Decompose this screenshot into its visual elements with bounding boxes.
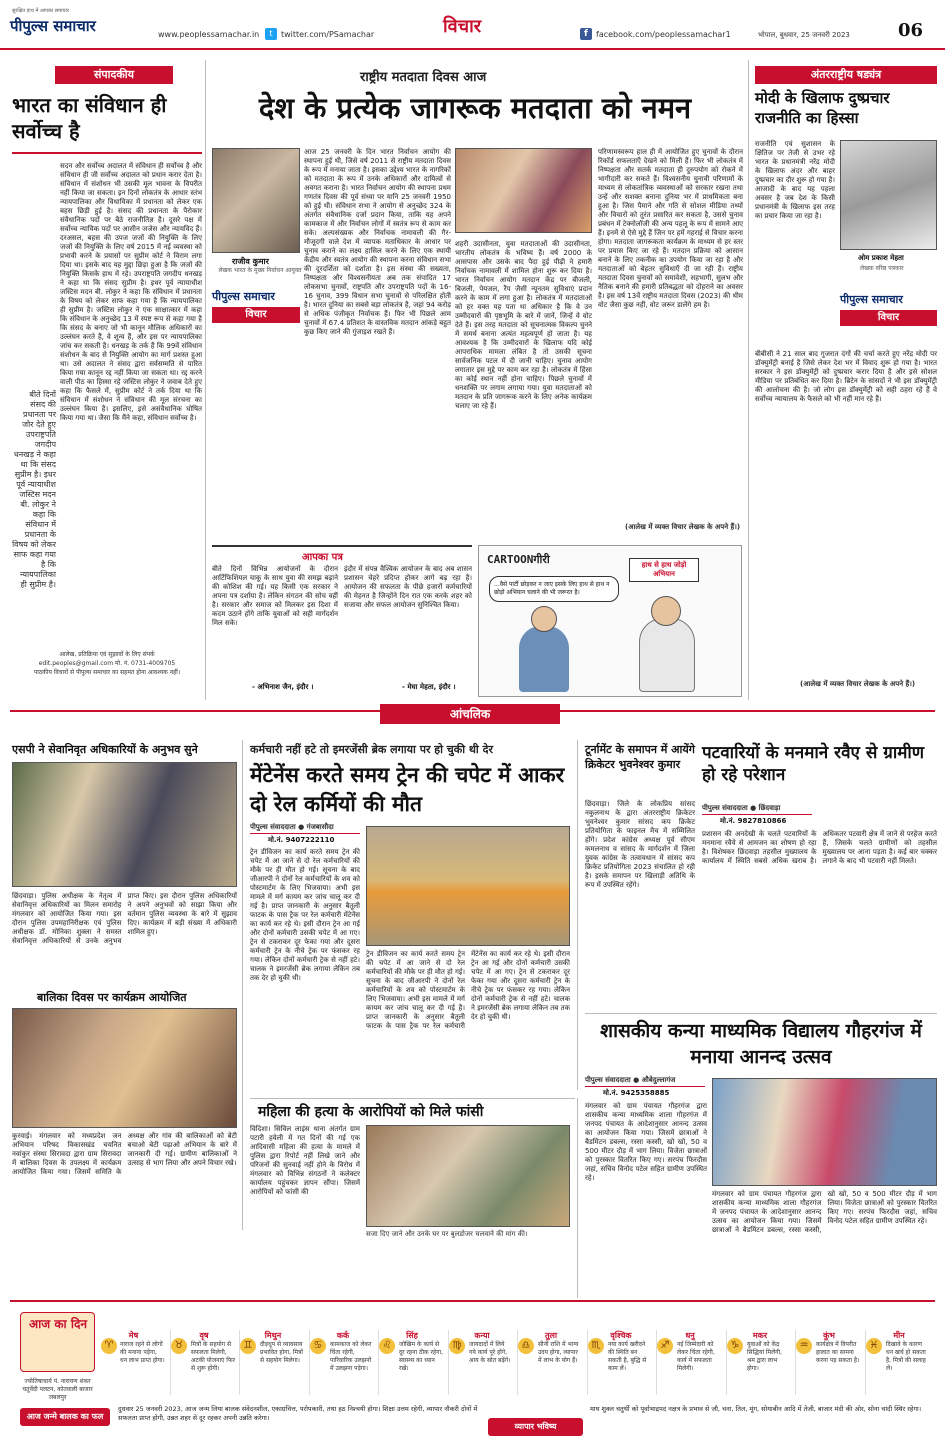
editorial-body: सदन और सर्वोच्च अदालत में संविधान ही सर्वोच्च है और संविधान ही जी सर्वोच्च अदालत को प्रधान करार देता है। संविधान में संशोधन भी उसकी मूल भावना के विपरीत नहीं किया जा सकता। इन दिनों लोकतंत्र के आधार स्तंभ न्यायपालिका और विधायिका में प्रधानता को लेकर एक बहस छिड़ी हुई है। संसद की प्रधानता के पैरोकार संवैधानिक पदों पर बैठे राजनीतिज्ञ है। दूसरे पक्ष में सर्वोच्च न्यायिक पदों पर आसीन जजेस और न्यायविद हैं। दरअसल, बहस की उपज जजों की नियुक्ति के लिए जजों की नियुक्ति के लिए वर्ष 2015 में नई व्यवस्था को प्रभावी करने के प्रयासों पर सुप्रीम कोर्ट ने विराम लगा दिया था। इसके बाद यह मुद्दा छिड़ा हुआ है कि जजों की नियुक्ति किसके हाथ में रहे। उपराष्ट्रपति जगदीप धनखड़ ने कहा था कि संसद सुप्रीम है। इधर पूर्व न्यायाधीश जस्टिस मदन बी. लोकुर ने कहा कि संविधान में प्रधानता के विषय को लेकर साफ कहा गया है कि न्यायपालिका ही सुप्रीम है। जस्टिस लोकुर ने एक साक्षात्कार में कहा कि संविधान के अनुच्छेद 13 में स्पष्ट रूप से कहा गया है कि संसद के बनाए जो भी कानून मौलिक अधिकारों का उल्लंघन करते हैं, वे शून्य हैं, और इस पर न्यायपालिका जांच कर सकती है। धनखड़ के तर्क हैं कि 99वें संविधान संशोधन के बाद से नियुक्ति आयोग का मार्ग प्रशस्त हुआ था। उसे अदालत ने संसद द्वारा सर्वसम्मति से पारित किया गया कानून रद्द नहीं किया जा सकता था। रद्द करने वाली पीठ का हिस्सा रहे जस्टिस लोकुर ने जवाब देते हुए कहा कि फैसले में, सुप्रीम कोर्ट ने तर्क दिया था कि संविधान में संशोधन ने संविधान की मूल संरचना का उल्लंघन किया है। इसलिए, इसे असंवैधानिक घोषित किया गया था। जैसा कि मैंने कहा, संविधान सर्वोच्च है। (60, 162, 202, 422)
murder-body: विदिशा। सिविल लाइंस थाना अंतर्गत ग्राम पटारी हवेली में गत दिनों की गई एक आदिवासी महिला की हत्या के मामले में पुलिस द्वारा रिपोर्ट नहीं लिखे जाने और परिजनों की सुनवाई नहीं होने के विरोध में मंगलवार को विभिन्न संगठनों ने कलेक्टर कार्यालय पहुंचकर ज्ञापन सौंपा। जिसमें आरोपियों को फांसी की (250, 1125, 360, 1196)
intl-author-role: लेखक वरिष्ठ पत्रकार (860, 265, 904, 272)
rashi-name: मकर (752, 1331, 768, 1340)
masthead (0, 0, 945, 50)
intl-body-bottom: बीबीसी ने 21 साल बाद गुजरात दंगों की चर्चा करते हुए नरेंद्र मोदी पर डॉक्युमेंट्री बनाई है जिसे लेकर देश भर में विवाद शुरू हो गया है। भारत सरकार ने इस डॉक्युमेंट्री को दुष्प्रचार करार दिया है और इसे सोशल मीडिया पर प्रतिबंधित कर दिया है। ब्रिटेन के सांसदों ने भी इस डॉक्युमेंट्री की आलोचना की है। जो लोग इस डॉक्युमेंट्री को सही ठहरा रहे हैं वे सर्वोच्च न्यायालय के फैसले को भी नहीं मान रहे हैं। (755, 350, 937, 403)
school-mobile: मो.नं. 9425358885 (603, 1089, 670, 1097)
dateline: भोपाल, बुधवार, 25 जनवरी 2023 (758, 31, 850, 39)
rail-mobile: मो.नं. 9407222110 (268, 836, 335, 844)
school-byline: पीपुल्स संवाददाता ● औबेदुल्लागंज (585, 1076, 705, 1087)
intl-endnote: (आलेख में व्यक्त विचार लेखक के अपने हैं।) (800, 680, 916, 688)
main-col-3: परिणामस्वरूप हाल ही में आयोजित हुए चुनावों के दौरान रिकॉर्ड सफलताएँ देखने को मिली हैं। फिर भी लोकतंत्र में निष्पक्षता और सतर्क मतदाता ही दुरुपयोग को रोकने में भागीदारी कर सकते हैं। विश्वसनीय चुनावी परिणामों के माध्यम से लोकतांत्रिक व्यवस्थाओं को सरकार रखना तथा उन्हें और सशक्त बनाना दुनिया भर में प्राथमिकता बना हुआ है। जिस पैमाने और गति से सोशल मीडिया तथ्यों और विचारों को तुरंत प्रसारित कर सकता है, उससे चुनाव प्रबंधन में टेक्नोलॉजी की अन्य पहलू के रूप में सामने आए हैं। इनमें से ऐसे मुद्दे हैं जिन पर हमें गहराई से विचार करना होगा। मतदाता जागरूकता कार्यक्रम के माध्यम से हर स्तर पर प्रयास किए जा रहे हैं। मतदान प्रक्रिया को आसान बनाने के लिए तकनीक का उपयोग किया जा रहा है और मतदाताओं को बेहतर सुविधाएँ दी जा रही हैं। राष्ट्रीय मतदाता दिवस चुनावों को समावेशी, सहभागी, सुलभ और नैतिक बनाने की हमारी प्रतिबद्धता को दोहराने का अवसर है। इस वर्ष 13वें राष्ट्रीय मतदाता दिवस (2023) की थीम वोट जैसा कुछ नहीं, वोट जरूर डालेंगे हम है। (598, 148, 743, 309)
zodiac-icon: ♐ (657, 1338, 673, 1354)
rashi-text: जायदादों में लिये गये कार्य पूरे होंगे, आय के स्रोत बढ़ेंगे। (469, 1341, 511, 1364)
letter-1-sign: - अभिनाश जैन, इंदौर । (252, 683, 314, 691)
editorial-pullquote: बीते दिनों संसद की प्रधानता पर जोर देते हुए उपराष्ट्रपति जगदीप धनखड़ ने कहा था कि संसद सुप्रीम है। इधर पूर्व न्यायाधीश जस्टिस मदन बी. लोकुर ने कहा कि संविधान में प्रधानता के विषय को लेकर साफ कहा गया है कि न्यायपालिका ही सुप्रीम है। (12, 390, 56, 589)
patwari-byline: पीपुल्स संवाददाता ● छिंदवाड़ा (702, 804, 812, 815)
patwari-mobile: मो.नं. 9827810866 (720, 817, 787, 825)
main-endnote: (आलेख में व्यक्त विचार लेखक के अपने हैं।) (625, 523, 741, 531)
rashi-text: दिखावे के कारण धन खर्च हो सकता है, मित्रों की सलाह लें। (886, 1341, 926, 1372)
murder-caption: सजा दिए जाने और उनके घर पर बुलडोजर चलवाने की मांग की। (366, 1230, 528, 1238)
murder-headline: महिला की हत्या के आरोपियों को मिले फांसी (258, 1104, 484, 1120)
vyapar-label: व्यापार भविष्य (488, 1418, 583, 1436)
col-divider-4 (577, 740, 578, 1090)
cartoon-sign: हाथ से हाथ जोड़ो अभियान (629, 558, 699, 582)
contact-line-1: आलेख, प्रतिक्रिया एवं सुझावों के लिए संपर्क (59, 651, 155, 658)
cartoon-figure-left (519, 626, 569, 692)
rashi-name: तुला (544, 1331, 558, 1340)
contact-line-3: पाठकीय विचारों से पीपुल्स समाचार का सहमत होना आवश्यक नहीं। (33, 669, 181, 676)
school-top-rule (585, 1013, 937, 1014)
intl-headline: मोदी के खिलाफ दुष्प्रचार राजनीति का हिस्सा (755, 89, 890, 127)
rashi-text: युवाओं को केंद्र सिद्धियां मिलेंगी, श्रम द्वारा लाभ होगा। (747, 1341, 782, 1372)
rashi-name: मिथुन (264, 1331, 282, 1340)
rashi-name: वृष (199, 1331, 209, 1340)
letter-2-sign: - मेघा मेहता, इंदौर । (402, 683, 456, 691)
masthead-logo[interactable]: पीपुल्स समाचार (10, 17, 96, 35)
rashi-text: मित्रों के सहयोग से सफलता मिलेगी, अटकी योजनाएं फिर से शुरू होंगी। (191, 1341, 235, 1372)
rail-body-2: ट्रेन डीविजन का कार्य करते समय ट्रेन की चपेट में आ जाने से दो रेल कर्मचारियों की मौके पर ही मौत हो गई। सूचना के बाद जीआरपी ने दोनों रेल कर्मचारियों के शव को पोस्टमार्टम के लिए भिजवाया। अभी इस मामले में मर्ग कायम कर जांच चालू कर दी गई है। प्राप्त जानकारी के अनुसार बैतूली फाटक के पास ट्रैक पर रेल कर्मचारी मेंटेनेंस का कार्य कर रहे थे। इसी दौरान ट्रेन आ गई और दोनों कर्मचारी उसकी चपेट में आ गए। ट्रेन से टकराकर दूर फेका गया और दूसरा कर्मचारी ट्रेन के नीचे ट्रेक पर फंसकर रह गया। लेकिन दोनों कर्मचारी ट्रेक से नहीं हटे। चालक ने इमरजेंसी ब्रेक लगाया लेकिन तब तक देर हो चुकी थी। (366, 950, 570, 1030)
intl-label: अंतरराष्ट्रीय षड्यंत्र (755, 66, 937, 84)
rashi-text: नया कार्य खरीदने की स्थिति बन सकती है, बुद्धि से काम लें। (608, 1341, 647, 1372)
rail-headline: मेंटेनेंस करते समय ट्रेन की चपेट में आकर दो रेल कर्मियों की मौत (250, 762, 565, 816)
rashi-text: सीनी राशि में भाग्य उदय होगा, व्यापार में लाभ के योग हैं। (538, 1341, 579, 1364)
main-kicker: राष्ट्रीय मतदाता दिवस आज (360, 70, 487, 85)
editorial-headline: भारत का संविधान ही सर्वोच्च है (12, 93, 167, 143)
facebook-link[interactable]: facebook.com/peoplessamachar1 (596, 30, 731, 39)
rashi-name: वृश्चिक (610, 1331, 632, 1340)
rashi-name: सिंह (406, 1331, 418, 1340)
letters-box (212, 545, 472, 697)
cartoon-bubble: ...वैसे पार्टी छोड़कर न जाए इसके लिए हाथ से हाथ न छोड़ो अभियान चलाने की भी जरूरत है। (489, 576, 619, 602)
section-title: विचार (443, 16, 482, 37)
rashi-name: कन्या (474, 1331, 490, 1340)
sp-photo (12, 762, 237, 887)
kids-label: आज जन्मे बालक का फल (20, 1408, 110, 1426)
rashi-text: जोखिम के कार्य से दूर रहना ठीक रहेगा, स्वास्थ्य का ध्यान रखें। (399, 1341, 444, 1372)
zodiac-icon: ♒ (796, 1338, 812, 1354)
rashi-name: मीन (893, 1331, 905, 1340)
editorial-label: संपादकीय (55, 66, 173, 84)
rashi-text: नई जिम्मेदारी को लेकर चिंता रहेगी, कार्य में सफलता मिलेगी। (677, 1341, 715, 1372)
letter-1: बीते दिनों विभिन्न आयोजनों के दौरान आर्टिफिशियल चाकू के साथ युवा की समझ बढ़ाने की कोशिश की गई। यह किसी एक सरकार ने अपना पत्र दर्शाया है। लेकिन संगठन की सोच वहीं है। सरकार और समाज को मिलकर इस दिशा में कदम उठाने होंगे ताकि युवाओं को सही मार्गदर्शन मिल सके। (212, 565, 338, 627)
cartoon-head-right (651, 596, 681, 626)
intl-author-photo (840, 140, 937, 250)
rashi-text: कामकाज को लेकर चिंता रहेगी, पारिवारिक उलझनों में उलझना पड़ेगा। (330, 1341, 372, 1372)
rashi-name: मेष (128, 1331, 139, 1340)
zodiac-icon: ♍ (449, 1338, 465, 1354)
col-divider-1 (205, 60, 206, 700)
intl-badge: विचार (840, 310, 937, 326)
school-photo (712, 1078, 937, 1186)
aaj-ka-din-box (20, 1312, 95, 1372)
regional-banner: आंचलिक (380, 704, 560, 724)
sp-body: छिंदवाड़ा। पुलिस अधीक्षक के नेतृत्व में सेवानिवृत्त अधिकारियों का मिलन समारोह मंगलवार को आयोजित किया गया। इस दौरान पुलिस उपमहानिरीक्षक एवं पुलिस अधीक्षक डॉ. मोनिका शुक्ला ने समस्त सेवानिवृत्त अधिकारियों से उनके अनुभव प्राप्त किए। इस दौरान पुलिस अधिकारियों ने अपने अनुभवों को साझा किया और वर्तमान पुलिस व्यवस्था के बारे में सुझाव दिए। कार्यक्रम में बड़ी संख्या में अधिकारी शामिल हुए। (12, 892, 237, 945)
intl-body-top: राजनीति एवं सुशासन के क्षितिज पर तेजी से उभर रहे भारत के प्रधानमंत्री नरेंद्र मोदी के खिलाफ अंदर और बाहर दुष्प्रचार का दौर शुरू हो गया है। आजादी के बाद यह पहला अवसर है जब देश के किसी प्रधानमंत्री के खिलाफ इस तरह का प्रचार किया जा रहा है। (755, 140, 835, 220)
col-divider-3 (242, 740, 243, 1230)
rashi-text: कार्यक्षेत्र में विपरीत हालात का सामना करना पड़ सकता है। (816, 1341, 860, 1364)
cartoon-figure-right (639, 618, 695, 692)
main-logo: पीपुल्स समाचार (212, 290, 275, 303)
contact-email[interactable]: edit.peoples@gmail.com मो. नं. 0731-4009705 (38, 660, 176, 667)
patwari-body: प्रशासन की अनदेखी के चलते पटवारियों के मनमाना रवैये से आमजन का शोषण हो रहा है। विशेषकर छिंदवाड़ा तहसील मुख्यालय के कार्यालय में स्थिति सबसे अधिक खराब है। अधिकतर पटवारी क्षेत्र में जाने से परहेज करते हैं, जिसके चलते ग्रामीणों को तहसील मुख्यालय पर आना पड़ता है। कई बार चक्कर लगाने के बाद भी पटवारी नहीं मिलते। (702, 830, 937, 865)
cartoon-box (478, 545, 742, 697)
rashi-text: नाराज रहने से लोगों की मनाना पड़ेगा, धन लाभ प्राप्त होगा। (120, 1341, 165, 1364)
girl-photo (12, 1008, 237, 1128)
editorial-rule (12, 152, 202, 154)
murder-top-rule (250, 1098, 575, 1099)
aaj-ka-din-title: आज का दिन (29, 1317, 87, 1331)
voters-queue-photo (455, 148, 592, 233)
intl-logo: पीपुल्स समाचार (840, 293, 903, 306)
school-headline: शासकीय कन्या माध्यमिक विद्यालय गौहरगंज में मनाया आनन्द उत्सव (600, 1020, 922, 1068)
rail-body-1: ट्रेन डीविजन का कार्य करते समय ट्रेन की चपेट में आ जाने से दो रेल कर्मचारियों की मौके पर ही मौत हो गई। सूचना के बाद जीआरपी ने दोनों रेल कर्मचारियों के शव को पोस्टमार्टम के लिए भिजवाया। अभी इस मामले में मर्ग कायम कर जांच चालू कर दी गई है। प्राप्त जानकारी के अनुसार बैतूली फाटक के पास ट्रैक पर रेल कर्मचारी मेंटेनेंस का कार्य कर रहे थे। इसी दौरान ट्रेन आ गई और दोनों कर्मचारी उसकी चपेट में आ गए। ट्रेन से टकराकर दूर फेका गया और दूसरा कर्मचारी ट्रेन के नीचे ट्रेक पर फंसकर रह गया। लेकिन दोनों कर्मचारी ट्रेक से नहीं हटे। चालक ने इमरजेंसी ब्रेक लगाया लेकिन तब तक देर हो चुकी थी। (250, 848, 360, 982)
rashi-name: धनु (685, 1331, 695, 1340)
school-body: मंगलवार को ग्राम पंचायत गौहरगंज द्वारा शासकीय कन्या माध्यमिक शाला गौहरगंज में जनपद पंचायत के आदेशानुसार आनन्द उत्सव का आयोजन किया गया। जिसमें छात्राओं ने बैडमिंटन डबल्स, रस्सा कस्सी, खो खो, 50 व 500 मीटर दौड़ में भाग लिया। विजेता छात्राओं को पुरस्कार वितरित किए गए। सरपंच फिरदौस जहां, सचिव विनोद पटेल सहित ग्रामीण उपस्थित रहे। (585, 1102, 707, 1182)
zodiac-icon: ♎ (518, 1338, 534, 1354)
letter-2: इंदौर में संपन्न वैश्विक आयोजन के बाद अब शासन प्रशासन चेहरे प्रदिप्त होकर आगे बढ़ रहा है। आयोजन की सफलता के पीछे हजारों कर्मचारियों की मेहनत है जिन्होंने दिन रात एक करके शहर को सजाया और सफल आयोजन सुनिश्चित किया। (344, 565, 472, 609)
main-col-1: आज 25 जनवरी के दिन भारत निर्वाचन आयोग की स्थापना हुई थी, जिसे वर्ष 2011 से राष्ट्रीय मतदाता दिवस के रूप में मनाया जाता है। इसका उद्देश्य भारत के नागरिकों को मतदाता के रूप में उनके अधिकारों और दायित्वों से अवगत कराना है। भारत निर्वाचन आयोग की स्थापना प्रथम गणतंत्र दिवस की पूर्व संध्या पर यानि 25 जनवरी 1950 को हुई थी। संविधान सभा ने आयोग से अनुच्छेद 324 के अंतर्गत संवैधानिक दर्जा प्रदान किया, ताकि यह अपने कामकाज में और निर्वाचन लोगों में स्वतंत्र रूप से काम कर सके। अल्पसंख्यक और निर्वाचक नामावली की गैर-मौजूदगी वाले देश में व्यापक मताधिकार के आधार पर चुनाव कराने का लक्ष्य हासिल करने के लिए एक स्थायी केंद्रीय और स्वतंत्र आयोग की स्थापना करना संविधान सभा की दूरदर्शिता को दर्शाता है। इस संस्था की सख्यता, निष्पक्षता और विश्वसनीयता अब तक संपादित 17 लोकसभा चुनावों, राष्ट्रपति और उपराष्ट्रपति पदों के 16-16 चुनाव, 399 विधान सभा चुनावों से परिलक्षित होती है। भारत दुनिया का सबसे बड़ा लोकतंत्र है, जहां 94 करोड़ से अधिक पंजीकृत निर्वाचक हैं। फिर भी पिछले आम चुनावों में 67.4 प्रतिशत के वास्तविक मतदान आंकड़े बहुत कुछ किए जाने की गुंजाइश रखते हैं। (304, 148, 451, 336)
girl-body: कुरवाई। मंगलवार को मध्यप्रदेश जन अभियान परिषद विकासखंड चयनित नवांकुर संस्था सिरावदा द्वारा ग्राम सिरावदा में बालिका दिवस के उपलक्ष्य में कार्यक्रम आयोजित किया गया। जिसमें समिति के अध्यक्ष और गांव की बालिकाओं को बेटी बचाओ बेटी पढ़ाओ अभियान के बारे में जानकारी दी गई। ग्रामीण बालिकाओं ने उत्साह से भाग लिया और अपने विचार रखे। (12, 1132, 237, 1176)
zodiac-icon: ♌ (379, 1338, 395, 1354)
rail-accident-photo (366, 826, 570, 946)
website-link[interactable]: www.peoplessamachar.in (158, 30, 260, 39)
twitter-icon: t (265, 28, 277, 40)
facebook-icon: f (580, 28, 592, 40)
letters-title: आपका पत्र (302, 552, 343, 563)
masthead-logo-tag: सुरक्षित हाथ में आपका समाचार (12, 8, 69, 14)
author-role: लेखक भारत के मुख्य निर्वाचन आयुक्त (218, 267, 302, 274)
rail-kicker: कर्मचारी नहीं हटे तो इमरजेंसी ब्रेक लगाया पर हो चुकी थी देर (250, 743, 493, 756)
school-body-2: मंगलवार को ग्राम पंचायत गौहरगंज द्वारा शासकीय कन्या माध्यमिक शाला गौहरगंज में जनपद पंचायत के आदेशानुसार आनन्द उत्सव का आयोजन किया गया। जिसमें छात्राओं ने बैडमिंटन डबल्स, रस्सा कस्सी, खो खो, 50 व 500 मीटर दौड़ में भाग लिया। विजेता छात्राओं को पुरस्कार वितरित किए गए। सरपंच फिरदौस जहां, सचिव विनोद पटेल सहित ग्रामीण उपस्थित रहे। (712, 1190, 937, 1234)
page-number: 06 (898, 20, 924, 41)
zodiac-icon: ♑ (727, 1338, 743, 1354)
cricket-headline: टूर्नामेंट के समापन में आयेंगे क्रिकेटर भुवनेश्वर कुमार (585, 743, 695, 771)
col-divider-5 (577, 1098, 578, 1298)
cartoon-head-left (531, 606, 557, 632)
main-badge: विचार (212, 307, 300, 323)
sp-headline: एसपी ने सेवानिवृत अधिकारियों के अनुभव सुने (12, 743, 198, 756)
intl-author-name: ओम प्रकाश मेहता (858, 254, 904, 262)
zodiac-icon: ♉ (171, 1338, 187, 1354)
rashi-name: कुंभ (823, 1331, 835, 1340)
girl-headline: बालिका दिवस पर कार्यक्रम आयोजित (37, 991, 187, 1004)
editorial-contact (12, 650, 202, 677)
rail-byline: पीपुल्स संवाददाता ● गंजबासौदा (250, 823, 360, 834)
bottom-rule (10, 1300, 935, 1302)
twitter-link[interactable]: twitter.com/PSamachar (281, 30, 375, 39)
zodiac-icon: ♋ (310, 1338, 326, 1354)
aaj-ka-din-astrologer: ज्योतिषाचार्य पं. नारायण शंकर चतुर्वेदी पलटन, कोतवाली बाजार जबलपुर (22, 1378, 93, 1401)
patwari-headline: पटवारियों के मनमाने रवैए से ग्रामीण हो रहे परेशान (702, 743, 925, 785)
murder-photo (366, 1125, 570, 1227)
kids-text: दुधवार 25 जनवरी 2023, आज जन्म लिया बालक संवेदनशील, एकाग्रचित्त, परोपकारी, तथा हठ निश्चयी होगा। शिक्षा उत्तम रहेगी, व्यापार नौकरी दोनों में सफलता प्राप्त होगी, उन्नत शहर से दूर रहकर अपनी उन्नति करेगा। (118, 1405, 478, 1422)
cricket-body: छिंदवाड़ा। जिले के लोकप्रिय सांसद नकुलनाथ के द्वारा अंतरराष्ट्रीय क्रिकेटर भुवनेश्वर कुमार सांसद कप क्रिकेट प्रतियोगिता के फाइनल मैच में सम्मिलित होंगे। प्रदेश कांग्रेस अध्यक्ष पूर्व सीएम कमलनाथ व सांसद के मार्गदर्शन में जिला युवक कांग्रेस के तत्वावधान में सांसद कप क्रिकेट प्रतियोगिता 2023 संचालित हो रही है। इसके समापन पर खिलाड़ी अतिथि के रूप में उपस्थित रहेंगे। (585, 800, 695, 889)
rashi-name: कर्क (336, 1331, 350, 1340)
main-headline: देश के प्रत्येक जागरूक मतदाता को नमन (258, 91, 692, 125)
zodiac-icon: ♊ (240, 1338, 256, 1354)
vyapar-text: माघ शुक्ल चतुर्थी को पूर्वाभाद्रपद नक्षत्र के प्रभाव से जौ, चना, तिल, मूंग, सोयाबीन आदि में तेजी, बाजार मंदी की ओर, सोना चांदी स्थिर रहेगा। (590, 1405, 922, 1413)
cartoon-title: CARTOONगीरी (487, 553, 550, 566)
author-photo (212, 148, 300, 253)
zodiac-icon: ♏ (588, 1338, 604, 1354)
zodiac-icon: ♓ (866, 1338, 882, 1354)
zodiac-icon: ♈ (101, 1338, 117, 1354)
rashi-text: दौड़धूप से व्यावसाय प्रभावित होगा, मित्रों से सहयोग मिलेगा। (260, 1341, 303, 1364)
main-col-2: शहरी उदासीनता, युवा मतदाताओं की उदासीनता, भारतीय लोकतंत्र के भविष्य हैं। वर्ष 2000 के आसपास और उसके बाद पैदा हुई पीढ़ी ने हमारी निर्वाचक नामावली में शामिल होना शुरू कर दिया है। भारत निर्वाचन आयोग मतदान केंद्र पर बीजली, बिजली, पेयजल, रैंप जैसी न्यूनतम सुविधाएं प्रदान करने के काम में लगा हुआ है। लोकतंत्र में मतदाताओं को हर वक्त यह पता था अधिकार है कि वे उन उम्मीदवारों की पृष्ठभूमि के बारे में जानें, जिन्हें वे वोट देते हैं। इस तरह मतदाता को सूचनात्मक विकल्प चुनने में समर्थ बनाना अत्यंत महत्वपूर्ण हो जाता है। यह आवश्यक है कि उम्मीदवारों के खिलाफ यदि कोई आपराधिक मामला लंबित है तो उसकी सूचना सार्वजनिक पटल में दी जानी चाहिए। चुनाव आयोग लगातार इस मुद्दे पर काम कर रहा है। लोकतंत्र में हिंसा का कोई स्थान नहीं होना चाहिए। पिछले चुनावों में धनशक्ति पर लगाम लगाया गया। युवा मतदाताओं को मतदान के प्रति जागरूक करने के लिए अनेक कार्यक्रम चलाए जा रहे हैं। (455, 240, 592, 410)
author-name: राजीव कुमार (232, 257, 269, 266)
col-divider-2 (748, 60, 749, 700)
